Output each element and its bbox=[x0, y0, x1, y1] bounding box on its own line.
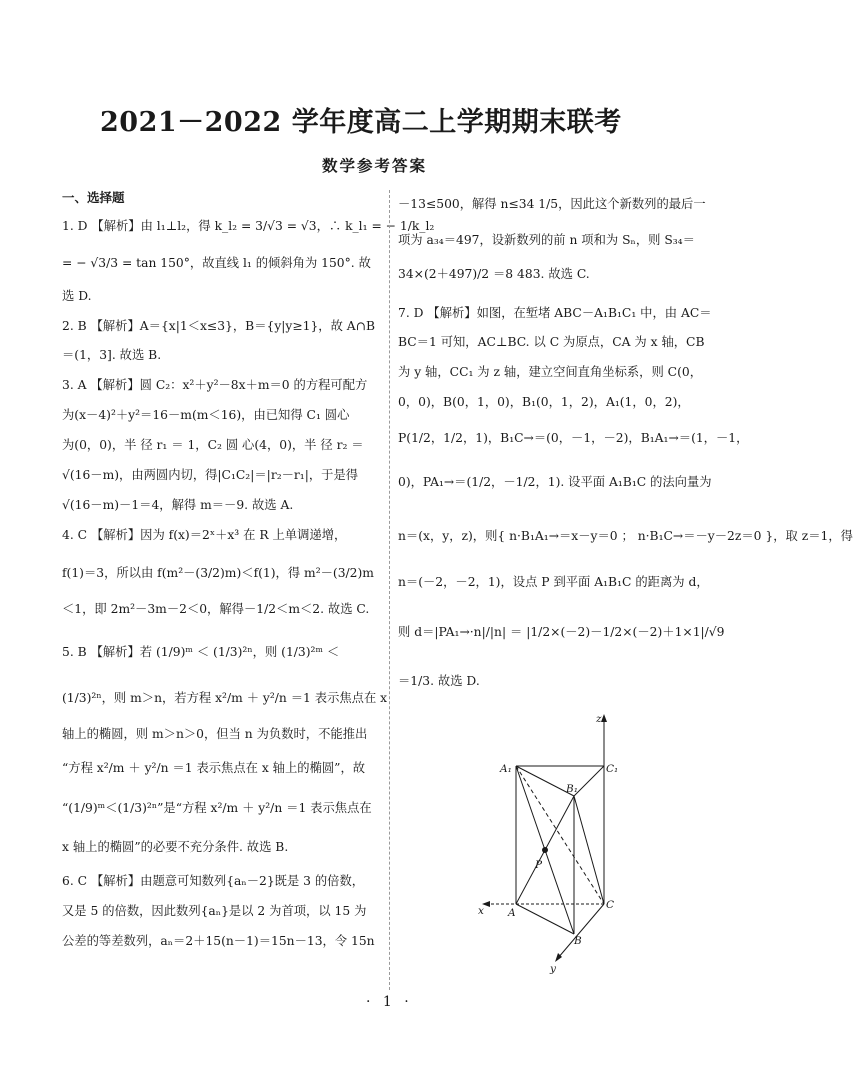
left-line-18: “(1/9)ᵐ＜(1/3)²ⁿ”是“方程 x²/m ＋ y²/n ＝1 表示焦点在 bbox=[62, 801, 372, 815]
right-line-8: P(1/2，1/2，1)，B₁C→＝(0，－1，－2)，B₁A₁→＝(1，－1， bbox=[398, 431, 749, 445]
page-title: 2021－2022 学年度高二上学期期末联考 bbox=[100, 107, 622, 138]
left-line-3: 选 D. bbox=[62, 289, 92, 303]
right-line-13: ＝1/3. 故选 D. bbox=[398, 674, 480, 688]
left-line-4: 2. B 【解析】A＝{x|1＜x≤3}，B＝{y|y≥1}，故 A∩B bbox=[62, 319, 376, 333]
label-a: A bbox=[508, 907, 516, 919]
left-line-22: 公差的等差数列，aₙ＝2＋15(n－1)＝15n－13，令 15n bbox=[62, 934, 375, 948]
label-a1: A₁ bbox=[500, 763, 512, 775]
left-line-6: 3. A 【解析】圆 C₂：x²＋y²－8x＋m＝0 的方程可配方 bbox=[62, 378, 368, 392]
right-line-7: 0，0)，B(0，1，0)，B₁(0，1，2)，A₁(1，0，2)， bbox=[398, 395, 690, 409]
label-y: y bbox=[550, 963, 556, 975]
label-c1: C₁ bbox=[606, 763, 619, 775]
left-line-19: x 轴上的椭圆”的必要不充分条件. 故选 B. bbox=[62, 840, 289, 854]
left-line-9: √(16－m)，由两圆内切，得|C₁C₂|＝|r₂－r₁|，于是得 bbox=[62, 468, 359, 482]
line-a1-c bbox=[516, 766, 604, 904]
left-line-12: f(1)＝3，所以由 f(m²－(3/2)m)＜f(1)，得 m²－(3/2)m bbox=[62, 566, 374, 580]
column-divider bbox=[389, 190, 390, 990]
right-line-9: 0)，PA₁→＝(1/2，－1/2，1). 设平面 A₁B₁C 的法向量为 bbox=[398, 475, 712, 489]
left-line-7: 为(x－4)²＋y²＝16－m(m＜16)，由已知得 C₁ 圆心 bbox=[62, 408, 350, 422]
prism-figure bbox=[470, 708, 660, 980]
label-x: x bbox=[478, 905, 484, 917]
left-line-10: √(16－m)－1＝4，解得 m＝－9. 故选 A. bbox=[62, 498, 294, 512]
left-line-13: ＜1，即 2m²－3m－2＜0，解得－1/2＜m＜2. 故选 C. bbox=[62, 602, 370, 616]
left-line-21: 又是 5 的倍数，因此数列{aₙ}是以 2 为首项，以 15 为 bbox=[62, 904, 367, 918]
y-axis bbox=[558, 904, 604, 958]
label-p: P bbox=[535, 859, 543, 871]
right-line-3: 34×(2＋497)/2 ＝8 483. 故选 C. bbox=[398, 267, 590, 281]
left-line-17: “方程 x²/m ＋ y²/n ＝1 表示焦点在 x 轴上的椭圆”，故 bbox=[62, 761, 366, 775]
page-subtitle: 数学参考答案 bbox=[322, 156, 428, 175]
right-line-11: n＝(－2，－2，1)，设点 P 到平面 A₁B₁C 的距离为 d， bbox=[398, 575, 709, 589]
right-line-12: 则 d＝|PA₁→·n|/|n| ＝ |1/2×(－2)－1/2×(－2)＋1×1|/√9 bbox=[398, 625, 725, 639]
page-number: · 1 · bbox=[366, 994, 413, 1010]
point-p bbox=[542, 847, 548, 853]
label-c: C bbox=[606, 899, 615, 911]
line-b1-c bbox=[574, 796, 604, 904]
right-line-4: 7. D 【解析】如图，在堑堵 ABC－A₁B₁C₁ 中，由 AC＝ bbox=[398, 306, 712, 320]
left-line-2: = − √3/3 = tan 150°，故直线 l₁ 的倾斜角为 150°. 故 bbox=[62, 256, 371, 270]
left-line-11: 4. C 【解析】因为 f(x)＝2ˣ＋x³ 在 R 上单调递增， bbox=[62, 528, 347, 542]
left-line-20: 6. C 【解析】由题意可知数列{aₙ－2}既是 3 的倍数， bbox=[62, 874, 365, 888]
left-line-16: 轴上的椭圆，则 m＞n＞0，但当 n 为负数时，不能推出 bbox=[62, 727, 368, 741]
label-z: z bbox=[596, 713, 602, 725]
left-line-1: 1. D 【解析】由 l₁⊥l₂，得 k_l₂ = 3/√3 = √3，∴ k_l₁ = − 1/k_l₂ bbox=[62, 219, 435, 233]
section-heading: 一、选择题 bbox=[62, 190, 125, 205]
label-b: B bbox=[574, 935, 582, 947]
right-line-1: －13≤500，解得 n≤34 1/5，因此这个新数列的最后一 bbox=[398, 197, 706, 211]
left-line-15: (1/3)²ⁿ，则 m＞n，若方程 x²/m ＋ y²/n ＝1 表示焦点在 x bbox=[62, 691, 388, 705]
right-line-2: 项为 a₃₄＝497，设新数列的前 n 项和为 Sₙ，则 S₃₄＝ bbox=[398, 233, 695, 247]
label-b1: B₁ bbox=[566, 783, 578, 795]
right-line-5: BC＝1 可知，AC⊥BC. 以 C 为原点，CA 为 x 轴，CB bbox=[398, 335, 705, 349]
right-line-6: 为 y 轴，CC₁ 为 z 轴，建立空间直角坐标系，则 C(0， bbox=[398, 365, 703, 379]
right-line-10: n＝(x，y，z)，则{ n·B₁A₁→＝x－y＝0 ； n·B₁C→＝－y－2z＝0 }，取 z＝1，得 bbox=[398, 529, 853, 543]
left-line-8: 为(0，0)，半 径 r₁ ＝ 1，C₂ 圆 心(4，0)，半 径 r₂ ＝ bbox=[62, 438, 364, 452]
edge-b1-c1 bbox=[574, 766, 604, 796]
z-axis-arrow bbox=[601, 714, 607, 722]
left-line-14: 5. B 【解析】若 (1/9)ᵐ ＜ (1/3)²ⁿ，则 (1/3)²ᵐ ＜ bbox=[62, 645, 340, 659]
left-line-5: ＝(1，3]. 故选 B. bbox=[62, 348, 162, 362]
